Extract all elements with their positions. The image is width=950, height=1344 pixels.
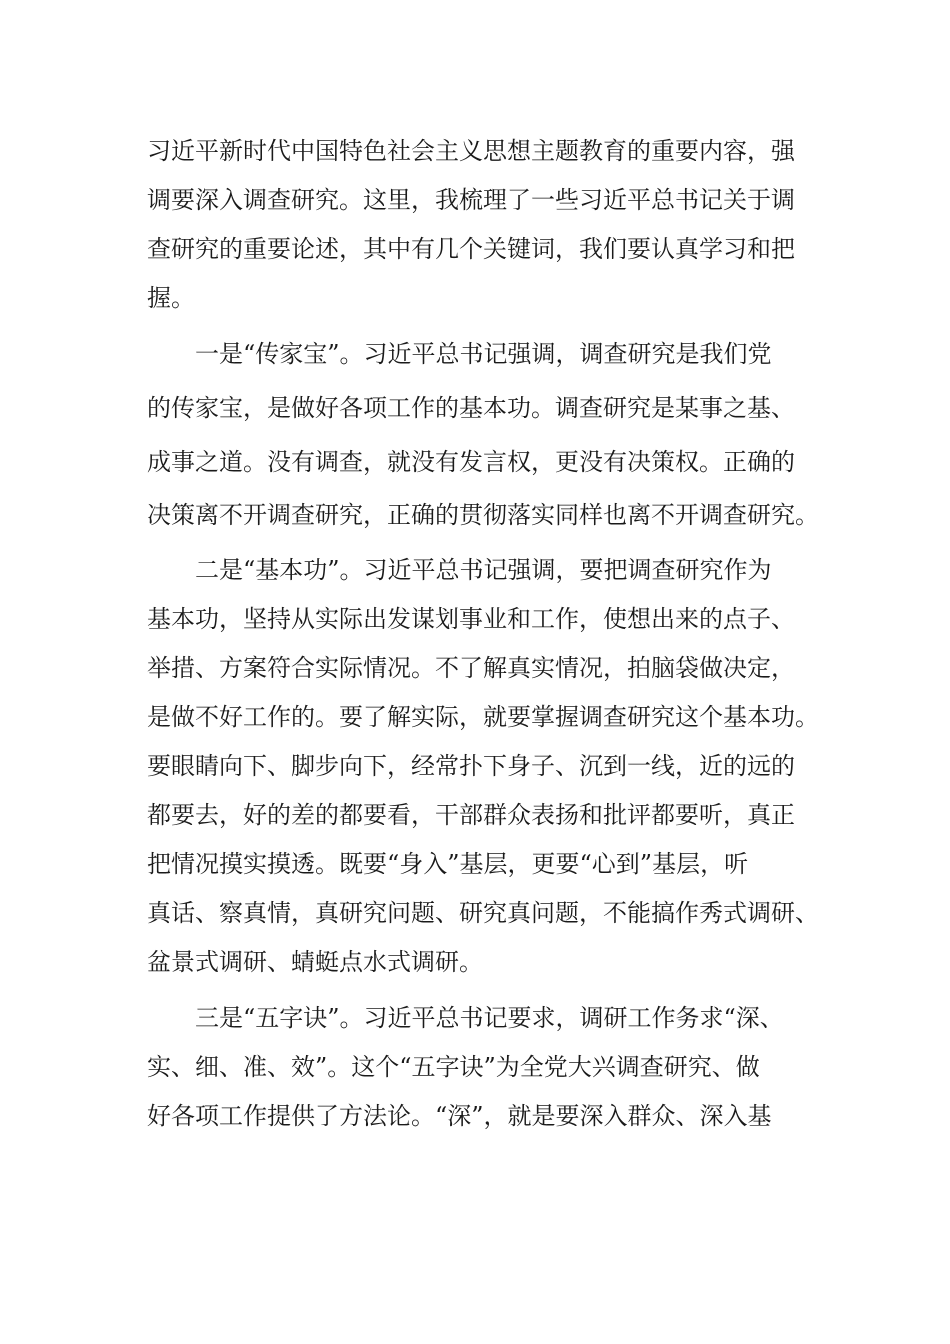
text-line: 要眼睛向下、脚步向下，经常扑下身子、沉到一线，近的远的 [147, 752, 795, 780]
text-line: 实、细、准、效”。这个“五字诀”为全党大兴调查研究、做 [147, 1053, 760, 1081]
text-line: 基本功，坚持从实际出发谋划事业和工作，使想出来的点子、 [147, 605, 795, 633]
text-line: 盆景式调研、蜻蜓点水式调研。 [147, 948, 483, 976]
text-line: 把情况摸实摸透。既要“身入”基层，更要“心到”基层，听 [147, 850, 749, 878]
text-line: 决策离不开调查研究，正确的贯彻落实同样也离不开调查研究。 [147, 501, 819, 529]
text-line: 成事之道。没有调查，就没有发言权，更没有决策权。正确的 [147, 448, 795, 476]
text-line: 调要深入调查研究。这里，我梳理了一些习近平总书记关于调 [147, 186, 795, 214]
paragraph-first-line: 一是“传家宝”。习近平总书记强调，调查研究是我们党 [195, 340, 772, 368]
text-line: 习近平新时代中国特色社会主义思想主题教育的重要内容，强 [147, 137, 795, 165]
text-line: 查研究的重要论述，其中有几个关键词，我们要认真学习和把 [147, 235, 795, 263]
text-line: 是做不好工作的。要了解实际，就要掌握调查研究这个基本功。 [147, 703, 819, 731]
paragraph-first-line: 三是“五字诀”。习近平总书记要求，调研工作务求“深、 [195, 1004, 784, 1032]
text-line: 握。 [147, 284, 195, 312]
text-line: 举措、方案符合实际情况。不了解真实情况，拍脑袋做决定， [147, 654, 795, 682]
text-line: 都要去，好的差的都要看，干部群众表扬和批评都要听，真正 [147, 801, 795, 829]
document-body [147, 130, 819, 1137]
text-line: 的传家宝，是做好各项工作的基本功。调查研究是某事之基、 [147, 394, 795, 422]
text-line: 真话、察真情，真研究问题、研究真问题，不能搞作秀式调研、 [147, 899, 819, 927]
paragraph-first-line: 二是“基本功”。习近平总书记强调，要把调查研究作为 [195, 556, 772, 584]
text-line: 好各项工作提供了方法论。“深”，就是要深入群众、深入基 [147, 1102, 772, 1130]
